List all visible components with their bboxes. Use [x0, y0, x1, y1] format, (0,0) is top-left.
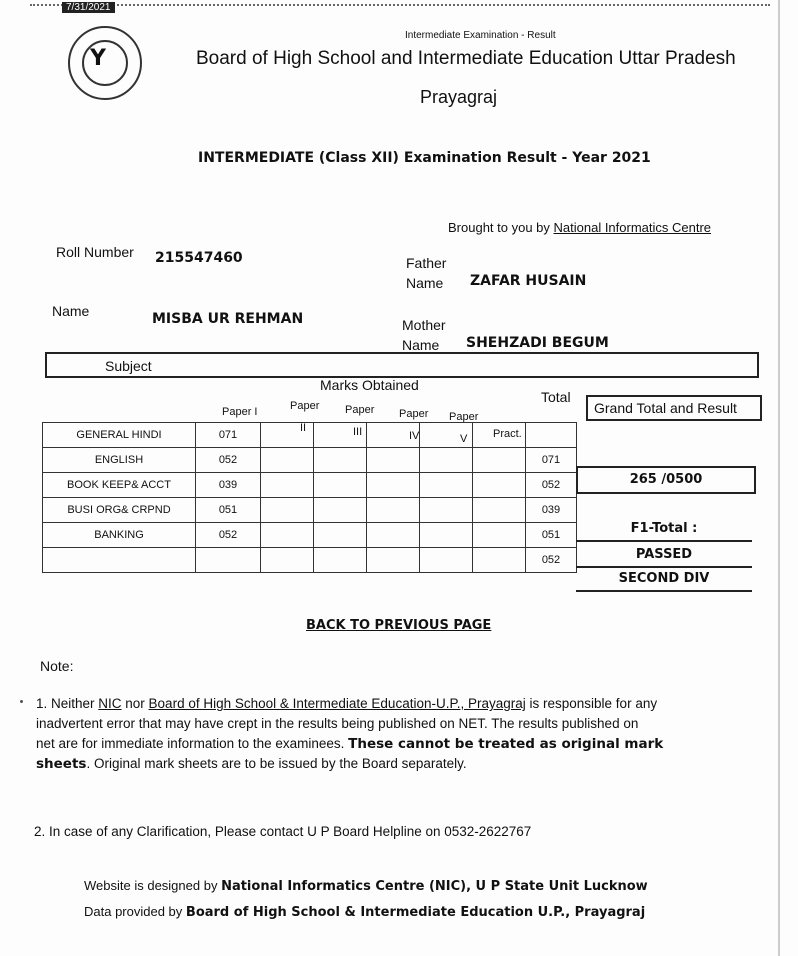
col-paper-2-num: II: [300, 422, 307, 434]
father-name-value: ZAFAR HUSAIN: [470, 273, 587, 289]
grand-total-header-box: [586, 395, 762, 421]
emblem-mark-icon: Y: [90, 46, 106, 71]
note-p1-line2: inadvertent error that may have crept in the results being published on NET. The results published on: [36, 716, 639, 731]
paper2-cell: [261, 423, 314, 448]
roll-number-label: Roll Number: [56, 244, 134, 260]
footer-2-a: Data provided by: [84, 904, 186, 919]
table-row: [43, 423, 577, 448]
up-emblem-logo: [68, 26, 142, 100]
paper5-cell: [420, 498, 473, 523]
father-label-2: Name: [406, 275, 444, 291]
paper1-cell: 052: [196, 448, 261, 473]
table-row: [43, 473, 577, 498]
table-row: [43, 548, 577, 573]
paper1-cell: 071: [196, 423, 261, 448]
paper3-cell: [314, 548, 367, 573]
father-label: Father: [406, 255, 447, 271]
col-practical: Pract.: [493, 428, 522, 440]
footer-2-b: Board of High School & Intermediate Education U.P., Prayagraj: [185, 905, 646, 920]
paper4-cell: [367, 548, 420, 573]
subject-cell: BUSI ORG& CRPND: [43, 498, 196, 523]
paper2-cell: [261, 448, 314, 473]
paper4-cell: [367, 498, 420, 523]
paper3-cell: [314, 423, 367, 448]
col-paper-3: Paper: [345, 404, 375, 416]
note-p1-line3-b: These cannot be treated as original mark: [348, 736, 664, 752]
footer-line-2: [84, 904, 645, 920]
footer-line-1: [84, 878, 648, 894]
f1-total-label: F1-Total :: [576, 518, 752, 542]
practical-cell: [473, 498, 526, 523]
board-city: Prayagraj: [420, 87, 498, 107]
note-paragraph-1: [36, 694, 756, 774]
top-dotted-border: [30, 4, 770, 12]
footer-1-b: National Informatics Centre (NIC), U P State Unit Lucknow: [221, 879, 648, 894]
mother-name-value: SHEHZADI BEGUM: [466, 335, 609, 351]
practical-cell: [473, 423, 526, 448]
paper2-cell: [261, 548, 314, 573]
total-cell: 051: [526, 523, 577, 548]
name-label: Name: [52, 303, 90, 319]
paper3-cell: [314, 498, 367, 523]
name-value: MISBA UR REHMAN: [152, 311, 304, 327]
practical-cell: [473, 523, 526, 548]
paper1-cell: [196, 548, 261, 573]
total-cell: 052: [526, 473, 577, 498]
brought-by: [448, 220, 711, 235]
subject-cell: BOOK KEEP& ACCT: [43, 473, 196, 498]
marks-table: [42, 422, 577, 573]
paper5-cell: [420, 448, 473, 473]
note-p1-line4-a: sheets: [36, 756, 87, 772]
col-paper-3-num: III: [353, 426, 363, 438]
print-date: 7/31/2021: [62, 2, 115, 13]
total-cell: 052: [526, 548, 577, 573]
total-cell: [526, 423, 577, 448]
paper3-cell: [314, 473, 367, 498]
total-header: Total: [541, 389, 571, 405]
practical-cell: [473, 448, 526, 473]
subject-cell: ENGLISH: [43, 448, 196, 473]
paper5-cell: [420, 523, 473, 548]
paper1-cell: 039: [196, 473, 261, 498]
col-paper-2: Paper: [290, 400, 320, 412]
table-row: [43, 448, 577, 473]
board-link[interactable]: Board of High School & Intermediate Education-U.P., Prayagraj: [148, 696, 526, 711]
roll-number-value: 215547460: [155, 250, 243, 266]
col-paper-5: Paper: [449, 411, 479, 423]
col-paper-4: Paper: [399, 408, 429, 420]
paper1-cell: 052: [196, 523, 261, 548]
paper1-cell: 051: [196, 498, 261, 523]
grand-total-header: Grand Total and Result: [594, 400, 737, 416]
paper5-cell: [420, 473, 473, 498]
page-caption: Intermediate Examination - Result: [405, 30, 556, 41]
board-name: Board of High School and Intermediate Education Uttar Pradesh: [196, 48, 736, 69]
result-status: PASSED: [576, 544, 752, 568]
table-row: [43, 498, 577, 523]
paper3-cell: [314, 523, 367, 548]
practical-cell: [473, 548, 526, 573]
note-p1-line3-a: net are for immediate information to the examinees.: [36, 736, 349, 751]
brought-prefix: Brought to you by: [448, 220, 554, 235]
result-division: SECOND DIV: [576, 568, 752, 592]
footer-1-a: Website is designed by: [84, 878, 222, 893]
bullet-dot: [20, 700, 23, 703]
paper4-cell: [367, 448, 420, 473]
subject-cell: GENERAL HINDI: [43, 423, 196, 448]
col-paper-1: Paper I: [222, 406, 258, 418]
subject-cell: [43, 548, 196, 573]
mother-label-2: Name: [402, 337, 440, 353]
paper3-cell: [314, 448, 367, 473]
note-p1-b: nor: [121, 696, 149, 711]
nic-link[interactable]: National Informatics Centre: [553, 220, 712, 235]
note-p1-c: is responsible for any: [525, 696, 658, 711]
paper4-cell: [367, 473, 420, 498]
col-paper-4-num: IV: [409, 430, 420, 442]
total-cell: 071: [526, 448, 577, 473]
paper2-cell: [261, 473, 314, 498]
paper5-cell: [420, 423, 473, 448]
paper5-cell: [420, 548, 473, 573]
col-paper-5-num: V: [460, 433, 468, 445]
table-row: [43, 523, 577, 548]
practical-cell: [473, 473, 526, 498]
total-cell: 039: [526, 498, 577, 523]
grand-total-value: 265 /0500: [576, 466, 756, 494]
back-to-previous-link[interactable]: BACK TO PREVIOUS PAGE: [306, 618, 492, 633]
marks-obtained-header: Marks Obtained: [320, 377, 419, 393]
paper2-cell: [261, 498, 314, 523]
note-label: Note:: [40, 658, 74, 674]
subject-header: Subject: [105, 358, 152, 374]
nic-abbr-link[interactable]: NIC: [98, 696, 122, 711]
exam-title: INTERMEDIATE (Class XII) Examination Result - Year 2021: [198, 150, 651, 166]
subject-cell: BANKING: [43, 523, 196, 548]
paper4-cell: [367, 423, 420, 448]
note-p1-line4-b: . Original mark sheets are to be issued by the Board separately.: [86, 756, 467, 771]
note-paragraph-2: 2. In case of any Clarification, Please contact U P Board Helpline on 0532-2622767: [34, 824, 532, 839]
note-p1-a: 1. Neither: [36, 696, 99, 711]
subject-header-box: [45, 352, 759, 378]
right-edge-shadow: [778, 0, 780, 956]
paper2-cell: [261, 523, 314, 548]
mother-label: Mother: [402, 317, 446, 333]
paper4-cell: [367, 523, 420, 548]
